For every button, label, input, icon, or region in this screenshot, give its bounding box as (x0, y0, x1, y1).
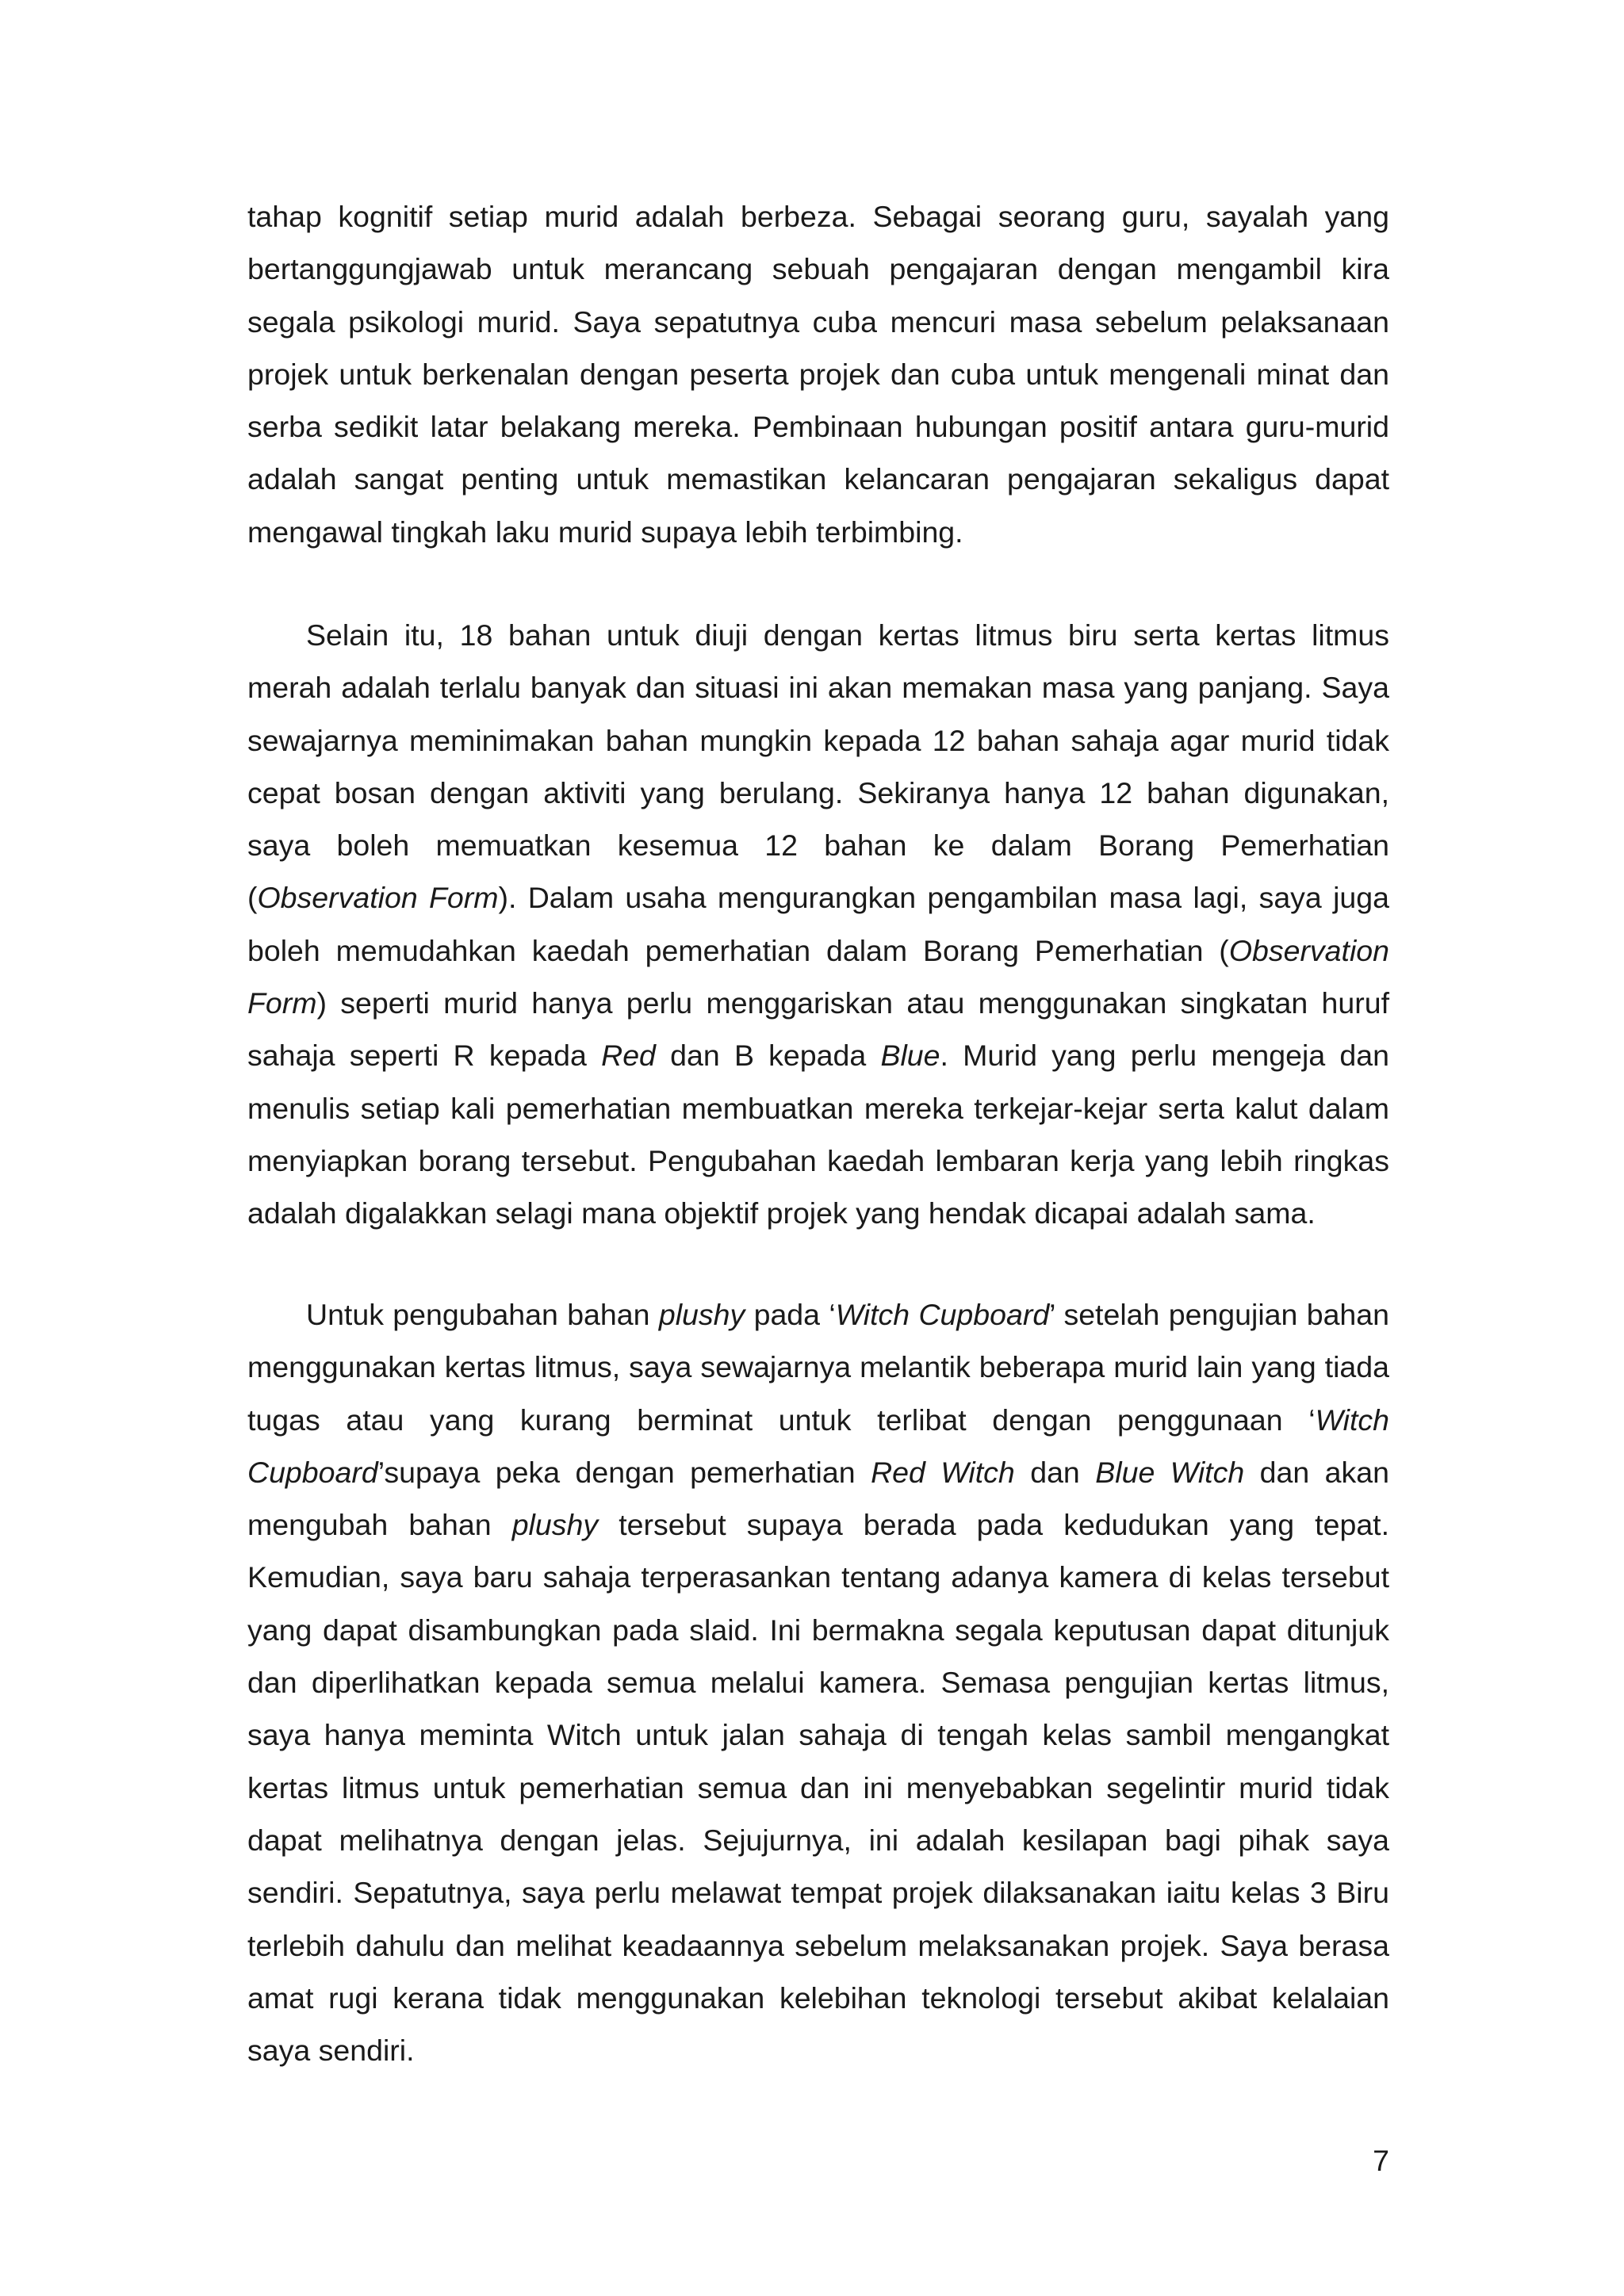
italic-text-run: Red Witch (871, 1455, 1015, 1489)
text-run: pada ‘ (745, 1298, 836, 1331)
italic-text-run: Blue (880, 1039, 940, 1073)
text-run: dan (1014, 1455, 1096, 1489)
paragraph-2 (247, 609, 1389, 1240)
text-run: ) seperti murid hanya perlu menggariskan atau menggunakan singkatan huruf sahaja seperti R kepada (247, 986, 1389, 1073)
text-run: tahap kognitif setiap murid adalah berbeza. Sebagai seorang guru, sayalah yang bertanggungjawab untuk merancang sebuah pengajaran dengan mengambil kira segala psikologi murid. Saya sepatutnya cuba mencuri masa sebelum pelaksanaan projek untuk berkenalan dengan peserta projek dan cuba untuk mengenali minat dan serba sedikit latar belakang mereka. Pembinaan hubungan positif antara guru-murid adalah sangat penting untuk memastikan kelancaran pengajaran sekaligus dapat mengawal tingkah laku murid supaya lebih terbimbing. (247, 200, 1389, 549)
paragraph-1 (247, 190, 1389, 558)
text-run: dan akan mengubah bahan (247, 1455, 1389, 1542)
italic-text-run: Blue Witch (1095, 1455, 1245, 1489)
paragraph-3 (247, 1288, 1389, 2076)
italic-text-run: Observation Form (257, 881, 499, 915)
text-run: ’ setelah pengujian bahan menggunakan kertas litmus, saya sewajarnya melantik beberapa murid lain yang tiada tugas atau yang kurang berminat untuk terlibat dengan penggunaan ‘ (247, 1298, 1389, 1437)
text-run: dan B kepada (655, 1039, 881, 1073)
text-run: tersebut supaya berada pada kedudukan yang tepat. Kemudian, saya baru sahaja terperasankan tentang adanya kamera di kelas tersebut yang dapat disambungkan pada slaid. Ini bermakna segala keputusan dapat ditunjuk dan diperlihatkan kepada semua melalui kamera. Semasa pengujian kertas litmus, saya hanya meminta Witch untuk jalan sahaja di tengah kelas sambil mengangkat kertas litmus untuk pemerhatian semua dan ini menyebabkan segelintir murid tidak dapat melihatnya dengan jelas. Sejujurnya, ini adalah kesilapan bagi pihak saya sendiri. Sepatutnya, saya perlu melawat tempat projek dilaksanakan iaitu kelas 3 Biru terlebih dahulu dan melihat keadaannya sebelum melaksanakan projek. Saya berasa amat rugi kerana tidak menggunakan kelebihan teknologi tersebut akibat kelalaian saya sendiri. (247, 1508, 1390, 2068)
italic-text-run: plushy (511, 1508, 599, 1542)
text-run: ’supaya peka dengan pemerhatian (377, 1455, 871, 1489)
italic-text-run: Witch Cupboard (247, 1402, 1389, 1489)
text-run: Selain itu, 18 bahan untuk diuji dengan kertas litmus biru serta kertas litmus merah adalah terlalu banyak dan situasi ini akan memakan masa yang panjang. Saya sewajarnya meminimakan bahan mungkin kepada 12 bahan sahaja agar murid tidak cepat bosan dengan aktiviti yang berulang. Sekiranya hanya 12 bahan digunakan, saya boleh memuatkan kesemua 12 bahan ke dalam Borang Pemerhatian ( (247, 618, 1389, 915)
italic-text-run: Witch Cupboard (835, 1298, 1050, 1331)
text-run: . Murid yang perlu mengeja dan menulis setiap kali pemerhatian membuatkan mereka terkejar-kejar serta kalut dalam menyiapkan borang tersebut. Pengubahan kaedah lembaran kerja yang lebih ringkas adalah digalakkan selagi mana objektif projek yang hendak dicapai adalah sama. (247, 1039, 1389, 1230)
text-run: ). Dalam usaha mengurangkan pengambilan masa lagi, saya juga boleh memudahkan kaedah pemerhatian dalam Borang Pemerhatian ( (247, 881, 1389, 967)
italic-text-run: Red (601, 1039, 656, 1073)
page-number: 7 (1373, 2144, 1389, 2177)
italic-text-run: plushy (658, 1298, 745, 1331)
text-run: Untuk pengubahan bahan (306, 1298, 659, 1331)
italic-text-run: Observation Form (247, 933, 1389, 1020)
